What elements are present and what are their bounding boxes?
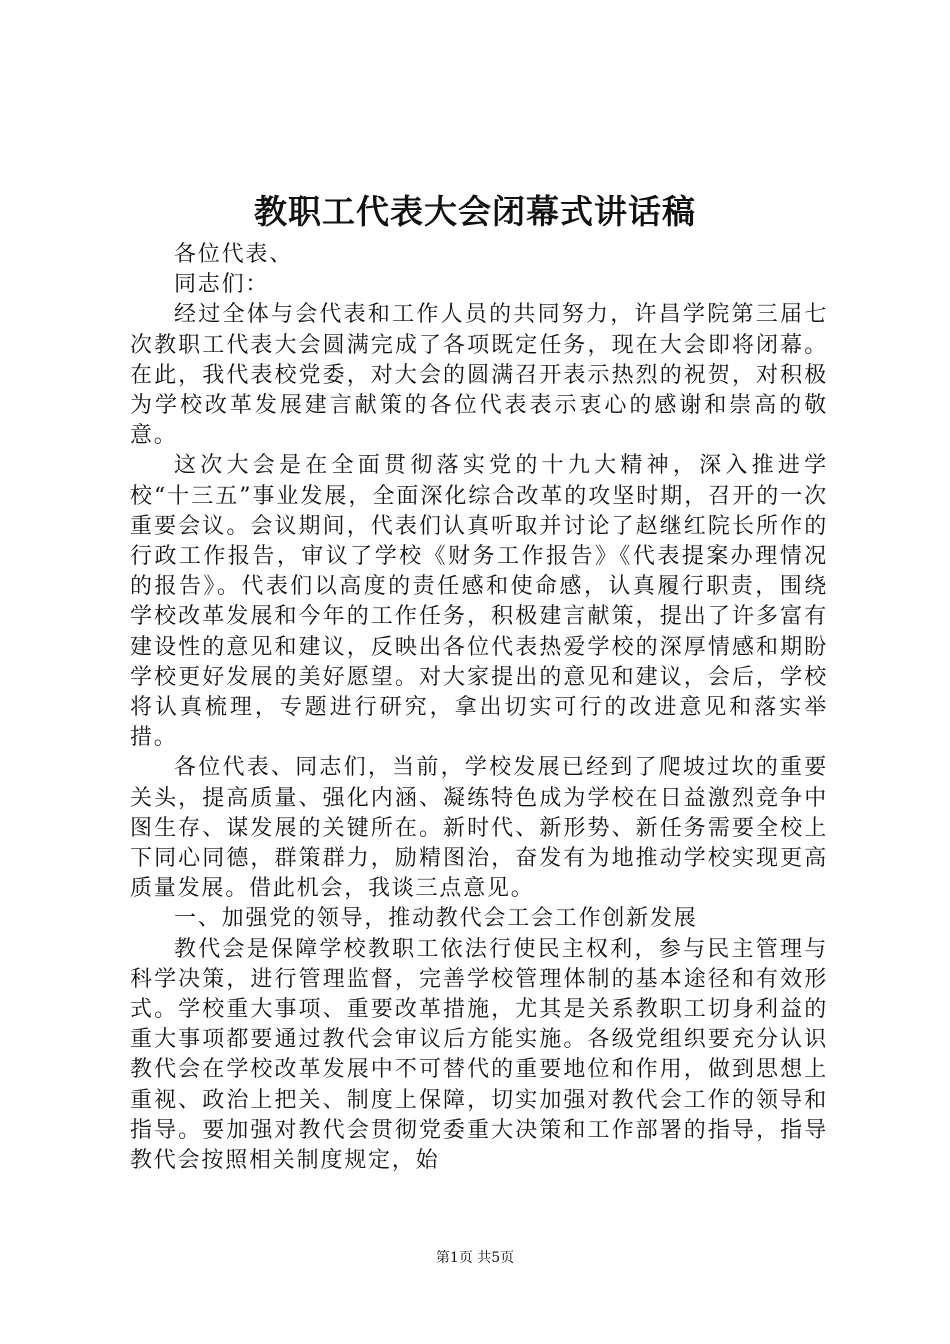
salutation-line: 同志们： (174, 272, 270, 298)
page-footer: 第1页 共5页 (435, 1250, 515, 1266)
body-paragraph: 经过全体与会代表和工作人员的共同努力，许昌学院第三届七次教职工代表大会圆满完成了各项既定任务，现在大会即将闭幕。在此，我代表校党委，对大会的圆满召开表示热烈的祝贺，对积极为学校改革发展建言献策的各位代表表示衷心的感谢和崇高的敬意。 (130, 302, 828, 449)
salutation-line: 各位代表、 (174, 242, 294, 267)
document-body (130, 240, 828, 1176)
body-paragraph: 这次大会是在全面贯彻落实党的十九大精神，深入推进学校“十三五”事业发展，全面深化综合改革的攻坚时期，召开的一次重要会议。会议期间，代表们认真听取并讨论了赵继红院长所作的行政工作报告，审议了学校《财务工作报告》《代表提案办理情况的报告》。代表们以高度的责任感和使命感，认真履行职责，围绕学校改革发展和今年的工作任务，积极建言献策，提出了许多富有建设性的意见和建议，反映出各位代表热爱学校的深厚情感和期盼学校更好发展的美好愿望。对大家提出的意见和建议，会后，学校将认真梳理，专题进行研究，拿出切实可行的改进意见和落实举措。 (130, 453, 828, 751)
document-title: 教职工代表大会闭幕式讲话稿 (254, 192, 696, 231)
body-paragraph: 各位代表、同志们，当前，学校发展已经到了爬坡过坎的重要关头，提高质量、强化内涵、凝练特色成为学校在日益激烈竞争中图生存、谋发展的关键所在。新时代、新形势、新任务需要全校上下同心同德，群策群力，励精图治，奋发有为地推动学校实现更高质量发展。借此机会，我谈三点意见。 (130, 755, 828, 902)
section-heading: 一、加强党的领导，推动教代会工会工作创新发展 (174, 906, 698, 932)
body-paragraph: 教代会是保障学校教职工依法行使民主权利，参与民主管理与科学决策，进行管理监督，完善学校管理体制的基本途径和有效形式。学校重大事项、重要改革措施，尤其是关系教职工切身利益的重大事项都要通过教代会审议后方能实施。各级党组织要充分认识教代会在学校改革发展中不可替代的重要地位和作用，做到思想上重视、政治上把关、制度上保障，切实加强对教代会工作的领导和指导。要加强对教代会贯彻党委重大决策和工作部署的指导，指导教代会按照相关制度规定，始 (130, 936, 828, 1174)
